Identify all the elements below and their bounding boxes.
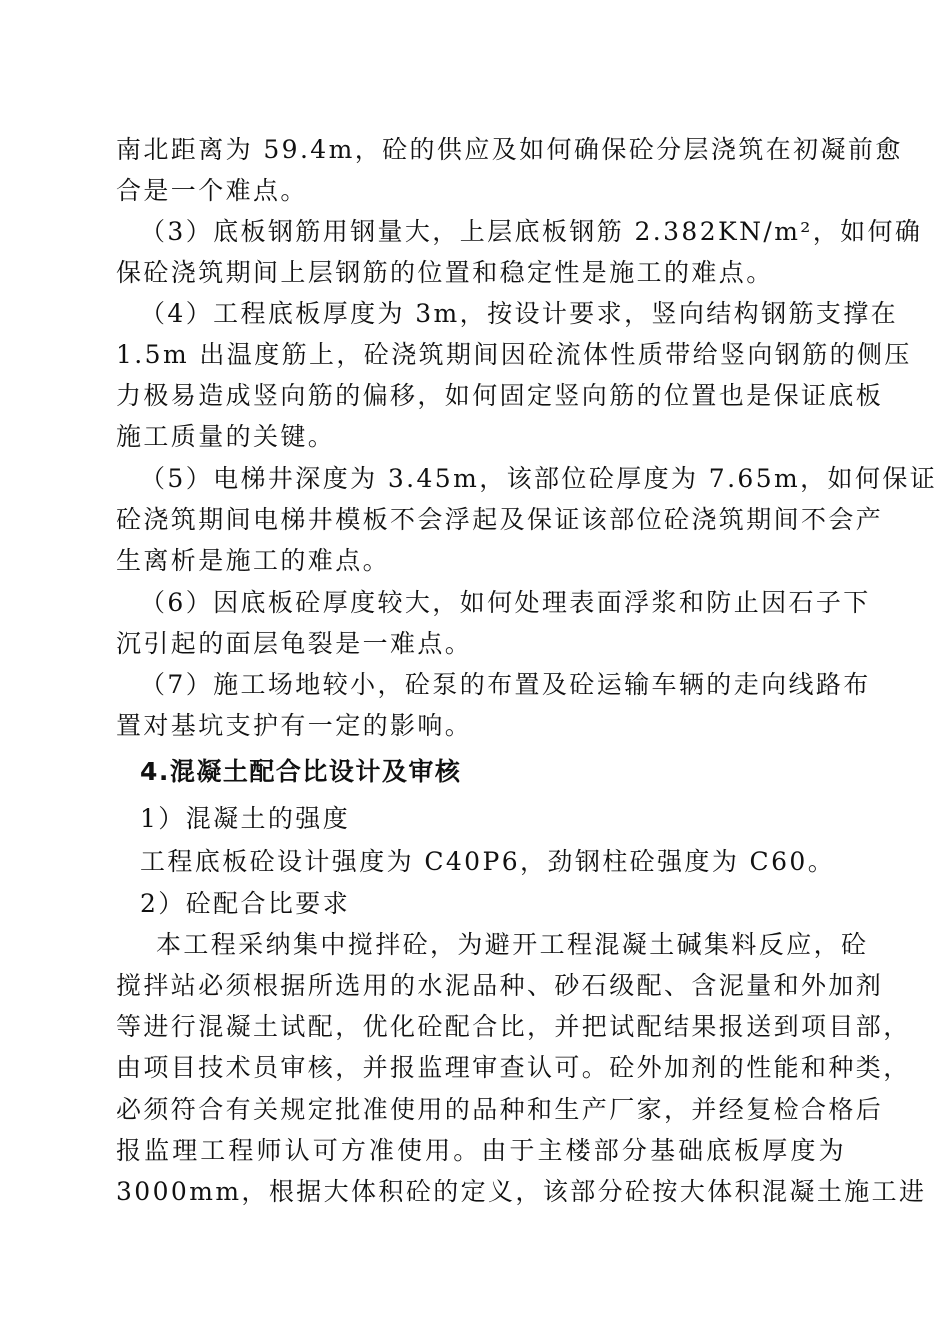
list-item-4-line: 施工质量的关键。	[116, 422, 336, 451]
list-item-7-line: （7）施工场地较小，砼泵的布置及砼运输车辆的走向线路布	[140, 670, 871, 699]
list-item-4-line: 力极易造成竖向筋的偏移，如何固定竖向筋的位置也是保证底板	[116, 381, 884, 410]
paragraph-line: 合是一个难点。	[116, 176, 308, 205]
section-heading: 4.混凝土配合比设计及审核	[140, 757, 462, 786]
paragraph-line: 工程底板砼设计强度为 C40P6，劲钢柱砼强度为 C60。	[140, 847, 836, 876]
list-item-5-line: 生离析是施工的难点。	[116, 546, 391, 575]
subheading-mix-requirements: 2）砼配合比要求	[140, 889, 351, 918]
paragraph-line: 等进行混凝土试配，优化砼配合比，并把试配结果报送到项目部，	[116, 1012, 911, 1041]
list-item-7-line: 置对基坑支护有一定的影响。	[116, 711, 473, 740]
paragraph-line: 必须符合有关规定批准使用的品种和生产厂家，并经复检合格后	[116, 1095, 884, 1124]
subheading-strength: 1）混凝土的强度	[140, 804, 351, 833]
list-item-3-line: 保砼浇筑期间上层钢筋的位置和稳定性是施工的难点。	[116, 258, 774, 287]
list-item-6-line: 沉引起的面层龟裂是一难点。	[116, 629, 473, 658]
list-item-5-line: （5）电梯井深度为 3.45m，该部位砼厚度为 7.65m，如何保证	[140, 464, 938, 493]
paragraph-line: 报监理工程师认可方准使用。由于主楼部分基础底板厚度为	[116, 1136, 846, 1165]
list-item-5-line: 砼浇筑期间电梯井模板不会浮起及保证该部位砼浇筑期间不会产	[116, 505, 884, 534]
list-item-6-line: （6）因底板砼厚度较大，如何处理表面浮浆和防止因石子下	[140, 588, 871, 617]
paragraph-line: 本工程采纳集中搅拌砼，为避开工程混凝土碱集料反应，砼	[156, 930, 869, 959]
paragraph-line: 由项目技术员审核，并报监理审查认可。砼外加剂的性能和种类，	[116, 1053, 911, 1082]
list-item-4-line: 1.5m 出温度筋上，砼浇筑期间因砼流体性质带给竖向钢筋的侧压	[116, 340, 912, 369]
paragraph-line: 3000mm，根据大体积砼的定义，该部分砼按大体积混凝土施工进	[116, 1177, 927, 1206]
list-item-4-line: （4）工程底板厚度为 3m，按设计要求，竖向结构钢筋支撑在	[140, 299, 899, 328]
paragraph-line: 搅拌站必须根据所选用的水泥品种、砂石级配、含泥量和外加剂	[116, 971, 884, 1000]
paragraph-line: 南北距离为 59.4m，砼的供应及如何确保砼分层浇筑在初凝前愈	[116, 135, 903, 164]
list-item-3-line: （3）底板钢筋用钢量大，上层底板钢筋 2.382KN/m²，如何确	[140, 217, 923, 246]
